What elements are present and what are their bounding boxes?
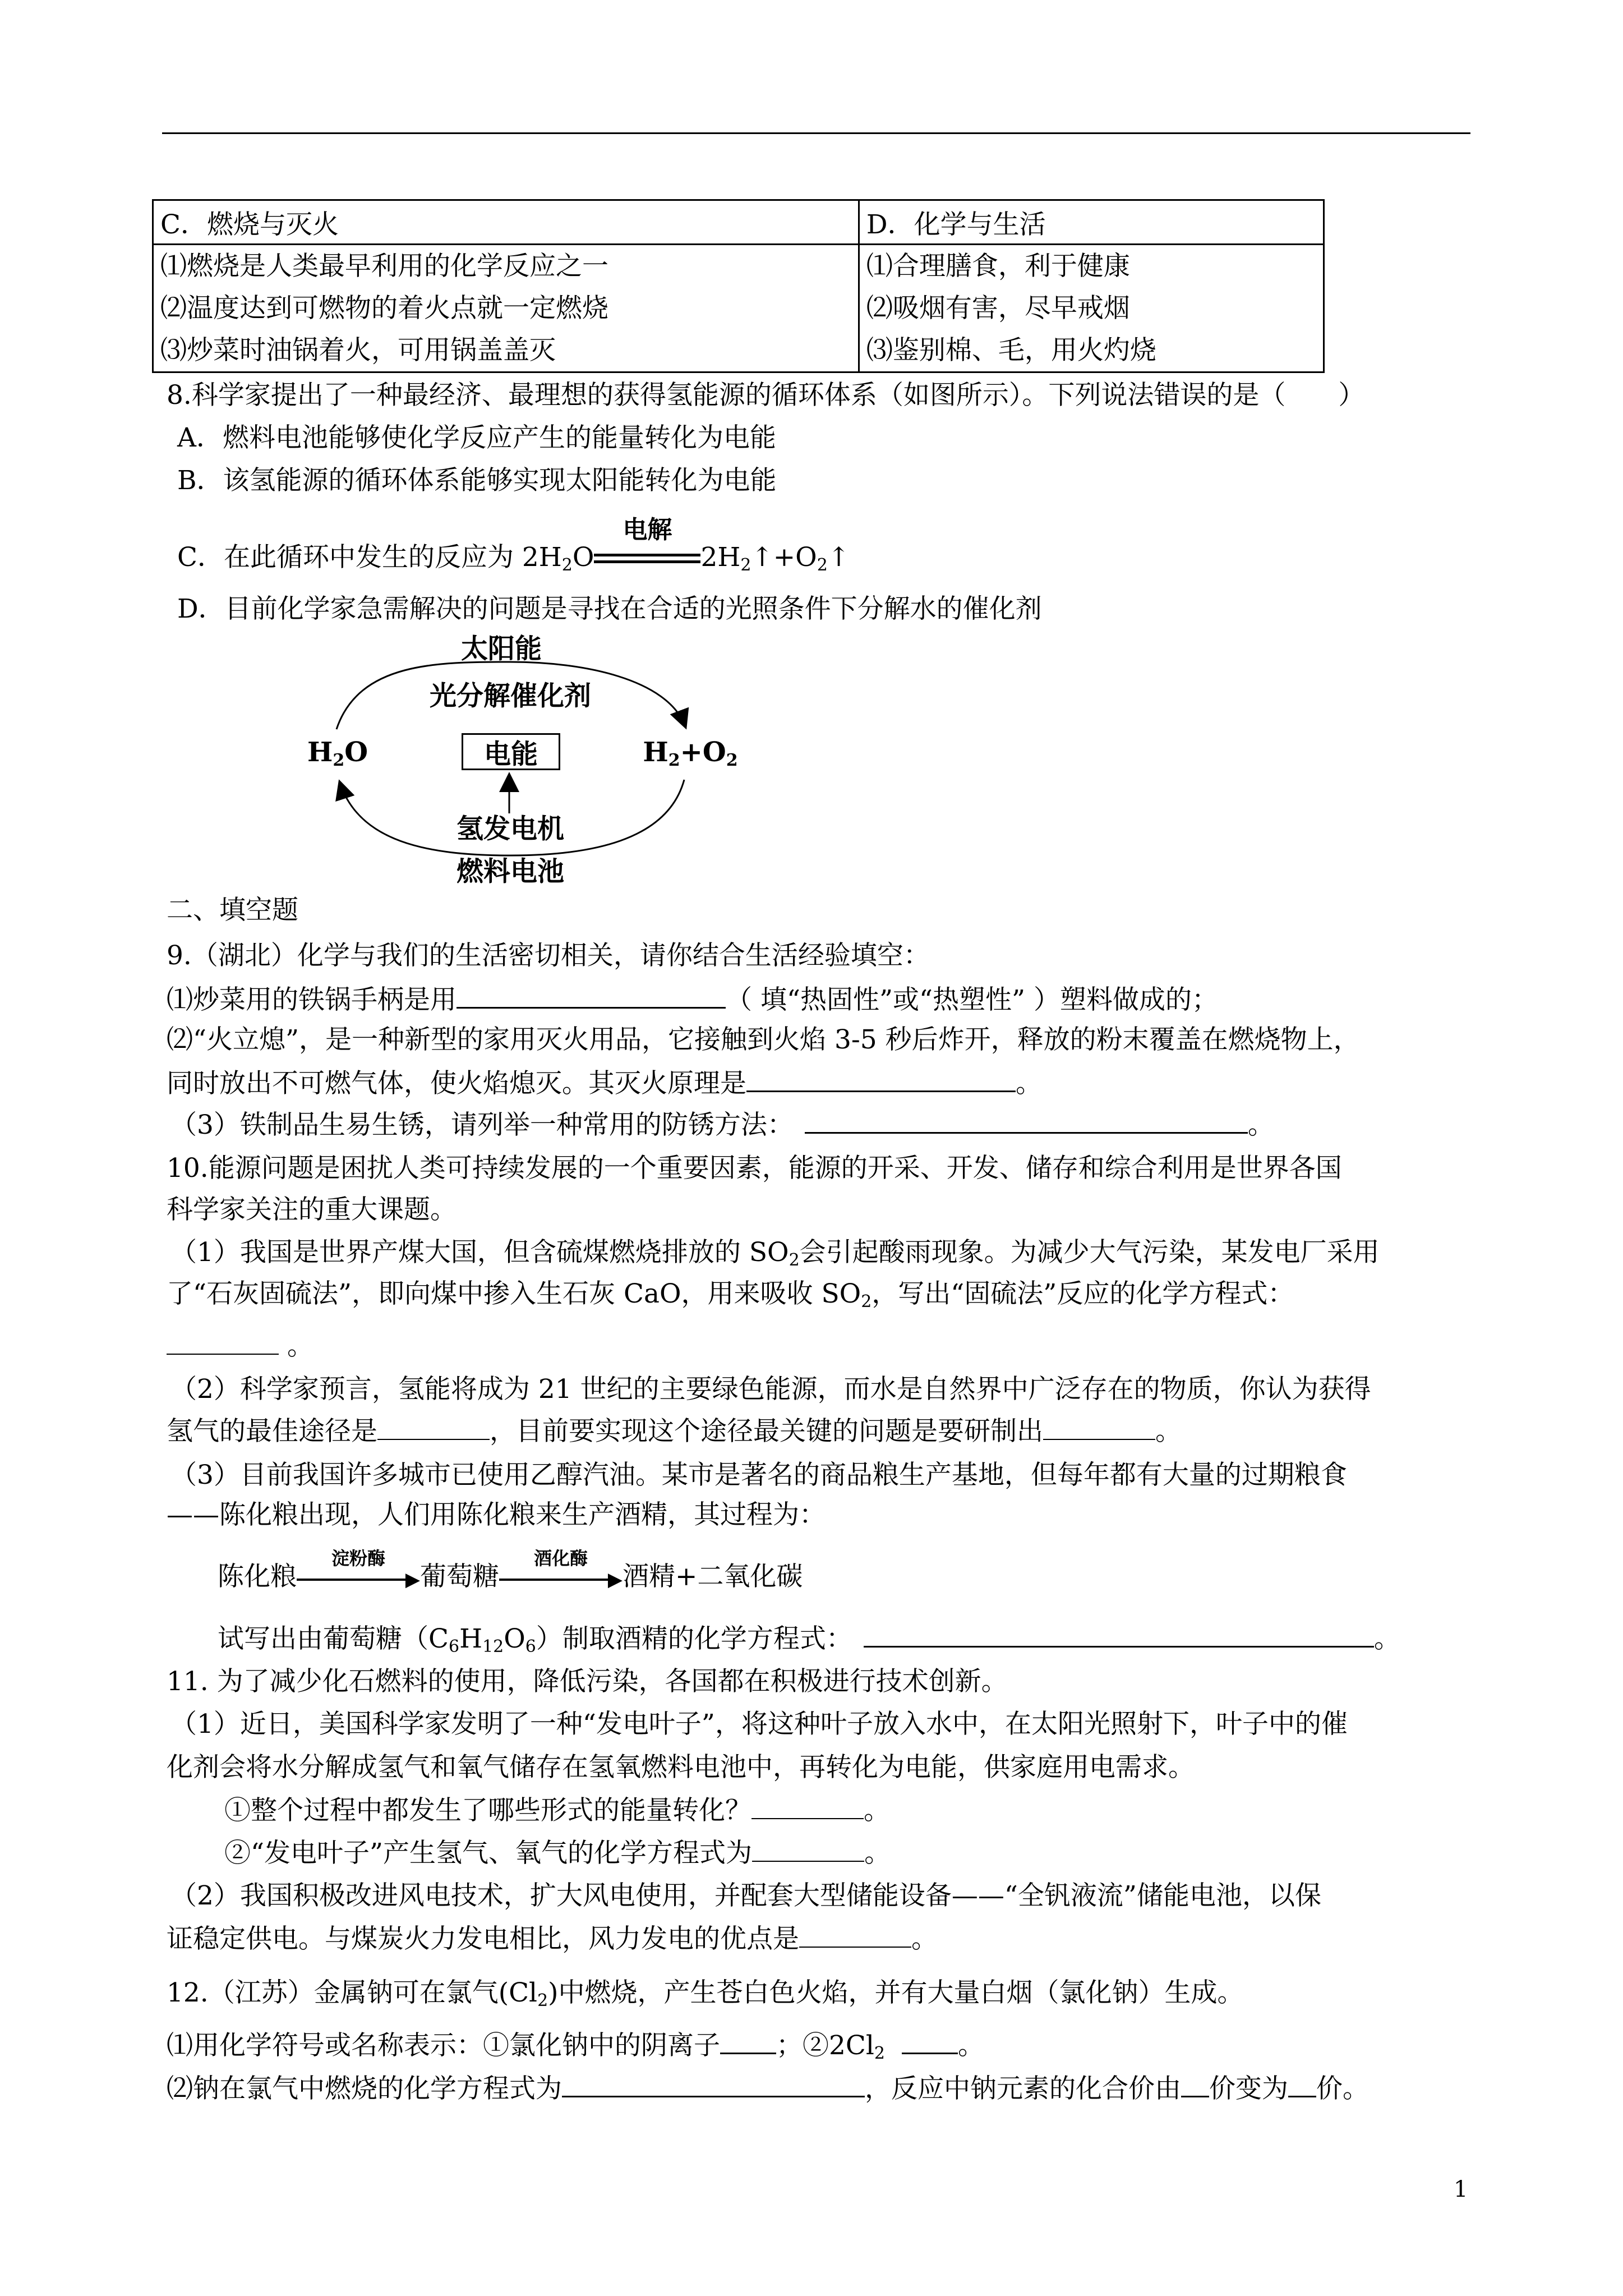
table-line: ⑴合理膳食，利于健康	[866, 251, 1130, 282]
text: ⑴炒菜用的铁锅手柄是用	[167, 984, 457, 1015]
q10-part1-answer	[167, 1329, 313, 1363]
text: 会引起酸雨现象。为减少大气污染，某发电厂采用	[799, 1237, 1380, 1268]
q9-part2-cont	[167, 1066, 1042, 1101]
text: +O	[680, 737, 726, 768]
text: O	[572, 542, 594, 573]
diagram-label-generator: 氢发电机	[456, 813, 565, 845]
subscript: 2	[789, 1250, 800, 1270]
subscript: 2	[874, 2044, 885, 2063]
q10-part3-question	[218, 1621, 1400, 1656]
q9-part3	[170, 1107, 1274, 1142]
flow-arrow: ▶ 酒化酶	[499, 1567, 623, 1590]
q10-part2-cont	[167, 1414, 1182, 1448]
q10-part1-cont	[167, 1277, 1294, 1311]
text: （3）铁制品生易生锈，请列举一种常用的防锈方法：	[170, 1110, 794, 1140]
answer-blank[interactable]	[1288, 2071, 1316, 2097]
flow-arrow: ▶ 淀粉酶	[297, 1567, 420, 1590]
answer-blank[interactable]	[1181, 2071, 1209, 2097]
answer-blank[interactable]	[799, 1922, 911, 1948]
subscript: 2	[726, 751, 738, 770]
text: 。	[958, 2030, 984, 2061]
text: 。	[864, 1838, 891, 1869]
q9-part2: ⑵“火立熄”，是一种新型的家用灭火用品，它接触到火焰 3-5 秒后炸开，释放的粉末覆盖在燃烧物上，	[167, 1024, 1360, 1055]
reaction-condition: 电解	[623, 516, 672, 544]
flow-step: 陈化粮	[218, 1561, 297, 1592]
text: )中燃烧，产生苍白色火焰，并有大量白烟（氯化钠）生成。	[548, 1977, 1244, 2008]
text: ，反应中钠元素的化合价由	[865, 2073, 1181, 2104]
answer-blank[interactable]	[720, 2028, 776, 2054]
subscript: 2	[561, 555, 573, 575]
text: ①整个过程中都发生了哪些形式的能量转化？	[224, 1795, 751, 1826]
text: 氢气的最佳途径是	[167, 1416, 377, 1447]
table-line: ⑴燃烧是人类最早利用的化学反应之一	[160, 251, 608, 282]
text: 。	[279, 1331, 313, 1361]
text: （ 填“热固性”或“热塑性” ）塑料做成的；	[726, 984, 1218, 1015]
q11-sub1	[224, 1793, 890, 1828]
text: 。	[864, 1795, 890, 1826]
subscript: 2	[537, 1991, 548, 2010]
text: H	[459, 1623, 483, 1654]
text: 12.（江苏）金属钠可在氯气(Cl	[167, 1977, 538, 2008]
q10-stem: 10.能源问题是困扰人类可持续发展的一个重要因素，能源的开采、开发、储存和综合利用是世界各国	[167, 1153, 1342, 1184]
text: ⑵钠在氯气中燃烧的化学方程式为	[167, 2073, 562, 2104]
subscript: 2	[333, 751, 345, 770]
process-flow	[218, 1548, 803, 1594]
q8-option-b: B．该氢能源的循环体系能够实现太阳能转化为电能	[177, 465, 777, 496]
answer-blank[interactable]	[751, 1793, 864, 1819]
table-line: ⑶鉴别棉、毛，用火灼烧	[866, 335, 1156, 366]
q8-stem: 8.科学家提出了一种最经济、最理想的获得氢能源的循环体系（如图所示）。下列说法错误的是（ ）	[167, 380, 1365, 411]
subscript: 2	[861, 1292, 872, 1312]
q11-part1-cont: 化剂会将水分解成氢气和氧气储存在氢氧燃料电池中，再转化为电能，供家庭用电需求。	[167, 1752, 1195, 1783]
table-line: ⑵吸烟有害，尽早戒烟	[866, 293, 1130, 324]
text: 。	[911, 1924, 938, 1954]
answer-blank[interactable]	[864, 1621, 1374, 1648]
diagram-label-catalyst: 光分解催化剂	[429, 680, 592, 712]
text: ）制取酒精的化学方程式：	[536, 1623, 852, 1654]
hydrogen-cycle-diagram	[0, 0, 1623, 954]
subscript: 6	[448, 1637, 460, 1657]
subscript: 2	[740, 555, 751, 575]
text: ↑+O	[751, 542, 817, 573]
table-header-c: C．燃烧与灭火	[153, 200, 859, 245]
q12-part2	[167, 2071, 1369, 2106]
diagram-label-water	[307, 737, 368, 768]
text: 同时放出不可燃气体，使火焰熄灭。其灭火原理是	[167, 1068, 746, 1099]
q10-part1	[170, 1236, 1380, 1269]
text: C．在此循环中发生的反应为 2H	[177, 542, 562, 573]
q10-part2: （2）科学家预言，氢能将成为 21 世纪的主要绿色能源，而水是自然界中广泛存在的物质，你认为获得	[170, 1374, 1371, 1405]
flow-step: 葡萄糖	[420, 1561, 499, 1592]
text: 。	[1155, 1416, 1182, 1447]
answer-blank[interactable]	[1043, 1414, 1155, 1440]
text: ②“发电叶子”产生氢气、氧气的化学方程式为	[224, 1838, 753, 1869]
text: 价变为	[1209, 2073, 1288, 2104]
text: 。	[1016, 1068, 1042, 1099]
answer-blank[interactable]	[457, 982, 726, 1009]
q11-part2: （2）我国积极改进风电技术，扩大风电使用，并配套大型储能设备——“全钒液流”储能电池，以保	[170, 1880, 1321, 1911]
subscript: 2	[668, 751, 680, 770]
text: H	[643, 737, 668, 768]
text: 。	[1373, 1623, 1400, 1654]
text: （1）我国是世界产煤大国，但含硫煤燃烧排放的 SO	[170, 1237, 789, 1268]
text: ；②2Cl	[776, 2030, 874, 2061]
q11-stem: 11. 为了减少化石燃料的使用，降低污染，各国都在积极进行技术创新。	[167, 1666, 1008, 1697]
diagram-label-electric: 电能	[483, 738, 538, 770]
q10-part3: （3）目前我国许多城市已使用乙醇汽油。某市是著名的商品粮生产基地，但每年都有大量的过期粮食	[170, 1460, 1347, 1490]
page-number: 1	[1454, 2177, 1468, 2202]
enzyme-label: 酒化酶	[533, 1548, 588, 1569]
text: 2H	[700, 542, 741, 573]
text: 试写出由葡萄糖（C	[218, 1623, 449, 1654]
table-line: ⑵温度达到可燃物的着火点就一定燃烧	[160, 293, 608, 324]
q10-stem-cont: 科学家关注的重大课题。	[167, 1194, 457, 1225]
answer-blank[interactable]	[746, 1066, 1016, 1092]
text: O	[504, 1623, 525, 1654]
answer-blank[interactable]	[752, 1836, 864, 1862]
answer-blank[interactable]	[167, 1329, 279, 1355]
q12-stem	[167, 1976, 1244, 2010]
subscript: 2	[817, 555, 828, 575]
text: 价。	[1316, 2073, 1369, 2104]
text: ↑	[827, 542, 850, 573]
q9-stem: 9.（湖北）化学与我们的生活密切相关，请你结合生活经验填空：	[167, 940, 930, 971]
text: ，目前要实现这个途径最关键的问题是要研制出	[490, 1416, 1043, 1447]
answer-blank[interactable]	[377, 1414, 490, 1440]
text: ，写出“固硫法”反应的化学方程式：	[872, 1278, 1294, 1309]
q8-option-d: D．目前化学家急需解决的问题是寻找在合适的光照条件下分解水的催化剂	[177, 593, 1042, 624]
text: 了“石灰固硫法”，即向煤中掺入生石灰 CaO，用来吸收 SO	[167, 1278, 861, 1309]
diagram-label-solar: 太阳能	[460, 633, 542, 665]
diagram-label-h2-o2	[643, 737, 737, 768]
q11-part1: （1）近日，美国科学家发明了一种“发电叶子”，将这种叶子放入水中，在太阳光照射下，叶子中的催	[170, 1709, 1348, 1740]
q8-option-a: A．燃料电池能够使化学反应产生的能量转化为电能	[177, 422, 776, 453]
text: 。	[1247, 1110, 1274, 1140]
text: O	[344, 737, 368, 768]
section-title: 二、填空题	[167, 895, 298, 926]
enzyme-label: 淀粉酶	[331, 1548, 386, 1569]
q9-part1	[167, 982, 1218, 1017]
subscript: 6	[525, 1637, 536, 1657]
table-header-d: D．化学与生活	[859, 200, 1324, 245]
answer-blank[interactable]	[562, 2071, 865, 2097]
text: 证稳定供电。与煤炭火力发电相比，风力发电的优点是	[167, 1924, 799, 1954]
flow-step: 酒精+二氧化碳	[623, 1561, 803, 1592]
answer-blank[interactable]	[805, 1107, 1248, 1134]
q11-sub2	[224, 1836, 891, 1870]
q10-part3-cont: ——陈化粮出现，人们用陈化粮来生产酒精，其过程为：	[167, 1499, 826, 1530]
subscript: 12	[482, 1637, 504, 1657]
q12-part1	[167, 2028, 984, 2063]
text: ⑴用化学符号或名称表示：①氯化钠中的阴离子	[167, 2030, 720, 2061]
q11-part2-cont	[167, 1922, 938, 1956]
table-line: ⑶炒菜时油锅着火，可用锅盖盖灭	[160, 335, 556, 366]
text: H	[307, 737, 333, 768]
diagram-label-fuel-cell: 燃料电池	[456, 855, 565, 887]
answer-blank[interactable]	[902, 2028, 958, 2054]
